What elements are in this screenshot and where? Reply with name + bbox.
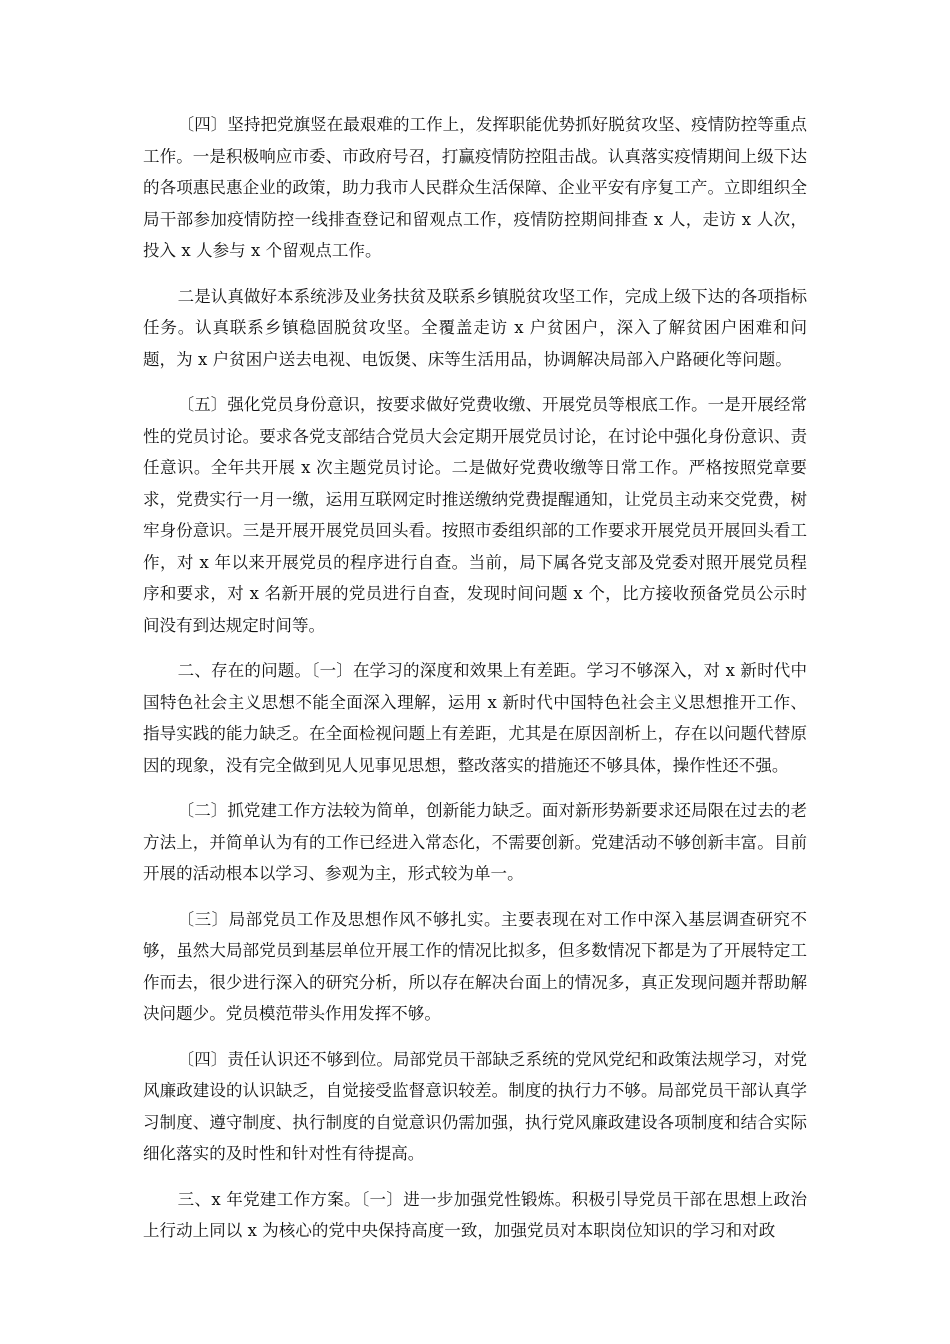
paragraph-five-party-identity: 〔五〕强化党员身份意识，按要求做好党费收缴、开展党员等根底工作。一是开展经常性的党员讨论。要求各党支部结合党员大会定期开展党员讨论，在讨论中强化身份意识、责任意识。全年共开展 x 次主题党员讨论。二是做好党费收缴等日常工作。严格按照党章要求，党费实行一月一缴，运用互联网定时推送缴纳党费提醒通知，让党员主动来交党费，树牢身份意识。三是开展开展党员回头看。按照市委组织部的工作要求开展党员开展回头看工作，对 x 年以来开展党员的程序进行自查。当前，局下属各党支部及党委对照开展党员程序和要求，对 x 名新开展的党员进行自查，发现时间问题 x 个，比方接收预备党员公示时间没有到达规定时间等。 — [143, 395, 807, 635]
paragraph-poverty-alleviation: 二是认真做好本系统涉及业务扶贫及联系乡镇脱贫攻坚工作，完成上级下达的各项指标任务。认真联系乡镇稳固脱贫攻坚。全覆盖走访 x 户贫困户，深入了解贫困户困难和问题，为 x 户贫困户送去电视、电饭煲、床等生活用品，协调解决局部入户路硬化等问题。 — [143, 286, 807, 369]
paragraph-problem-three-style: 〔三〕局部党员工作及思想作风不够扎实。主要表现在对工作中深入基层调查研究不够，虽然大局部党员到基层单位开展工作的情况比拟多，但多数情况下都是为了开展特定工作而去，很少进行深入的研究分析，所以存在解决台面上的情况多，真正发现问题并帮助解决问题少。党员模范带头作用发挥不够。 — [143, 909, 807, 1023]
paragraph-problem-four-responsibility: 〔四〕责任认识还不够到位。局部党员干部缺乏系统的党风党纪和政策法规学习，对党风廉政建设的认识缺乏，自觉接受监督意识较差。制度的执行力不够。局部党员干部认真学习制度、遵守制度、执行制度的自觉意识仍需加强，执行党风廉政建设各项制度和结合实际细化落实的及时性和针对性有待提高。 — [143, 1049, 807, 1163]
paragraph-existing-problems: 二、存在的问题。〔一〕在学习的深度和效果上有差距。学习不够深入，对 x 新时代中国特色社会主义思想不能全面深入理解，运用 x 新时代中国特色社会主义思想推开工作、指导实践的能力缺乏。在全面检视问题上有差距，尤其是在原因剖析上，存在以问题代替原因的现象，没有完全做到见人见事见思想，整改落实的措施还不够具体，操作性还不强。 — [143, 661, 807, 775]
paragraph-problem-two-methods: 〔二〕抓党建工作方法较为简单，创新能力缺乏。面对新形势新要求还局限在过去的老方法上，并简单认为有的工作已经进入常态化，不需要创新。党建活动不够创新丰富。目前开展的活动根本以学习、参观为主，形式较为单一。 — [143, 801, 807, 883]
document-body — [143, 109, 807, 1261]
paragraph-four-poverty-epidemic: 〔四〕坚持把党旗竖在最艰难的工作上，发挥职能优势抓好脱贫攻坚、疫情防控等重点工作。一是积极响应市委、市政府号召，打赢疫情防控阻击战。认真落实疫情期间上级下达的各项惠民惠企业的政策，助力我市人民群众生活保障、企业平安有序复工产。立即组织全局干部参加疫情防控一线排查登记和留观点工作，疫情防控期间排查 x 人，走访 x 人次，投入 x 人参与 x 个留观点工作。 — [143, 115, 807, 260]
paragraph-work-plan: 三、x 年党建工作方案。〔一〕进一步加强党性锻炼。积极引导党员干部在思想上政治上行动上同以 x 为核心的党中央保持高度一致，加强党员对本职岗位知识的学习和对政 — [143, 1189, 807, 1240]
